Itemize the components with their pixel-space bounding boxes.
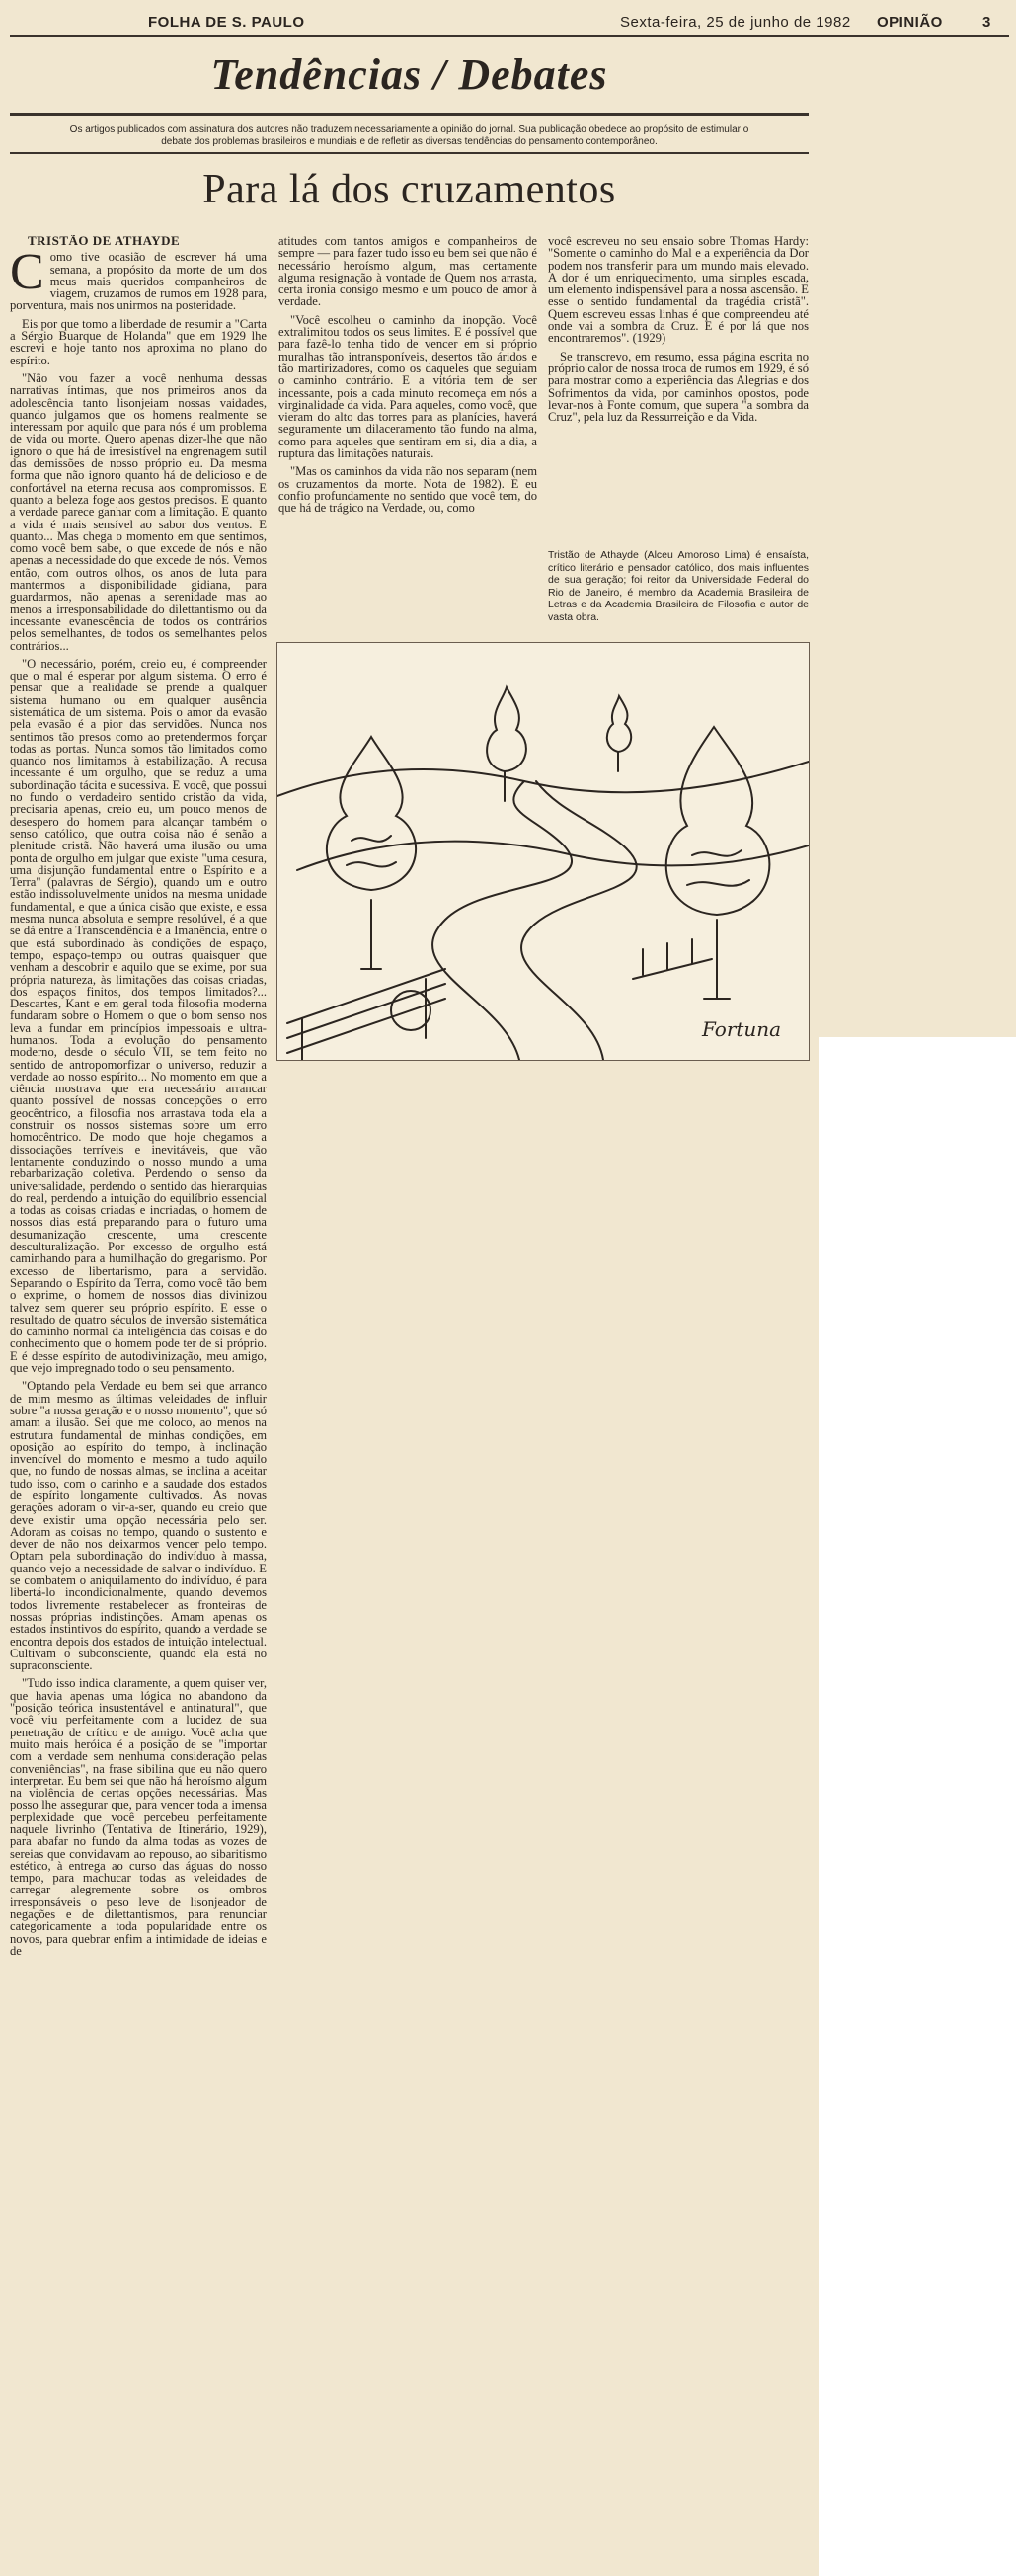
cartoon-illustration bbox=[276, 642, 810, 1061]
horizon-line bbox=[277, 762, 809, 796]
tree-far-crown bbox=[607, 696, 631, 752]
disclaimer-rule bbox=[10, 152, 809, 154]
article-paragraph: "O necessário, porém, creio eu, é compreender que o mal é esperar por algum sistema. O erro é pensar que a realidade se prende a qualquer sistema humano ou em qualquer ausência sistemática de um sistema. Pois o amor da evasão pela evasão é a pior das servidões. Nunca nos sentimos tão presos como ao pretendermos forçar todas as portas. Nunca somos tão limitados como quando nos limitamos à estabilização. A recusa incessante é um orgulho, que se reduz a uma subordinação tácita e sucessiva. E você, que possui no fundo o verdadeiro sentido cristão da vida, precisaria apenas, creio eu, um pouco menos de desespero do homem para alcançar também o senso católico, que outra coisa não é senão a plenitude cristã. Não haverá uma ilusão ou uma ponta de orgulho em julgar que existe "uma cesura, uma disjunção fundamental entre o Espírito e a Terra" (palavras de Sérgio), quando um e outro estão indissoluvelmente unidos na mesma unidade fundamental, e que a única cisão que existe, e essa mesma nunca absoluta e sempre resolúvel, é a que se dá entre a Transcendência e a Imanência, entre o que está subordinado às condições de espaço, tempo, espaço-tempo ou outras quaisquer que venham a descobrir e aquilo que se exime, por sua própria natureza, às limitações das coisas criadas, dos espaços finitos, dos tempos limitados?... Descartes, Kant e em geral toda filosofia moderna fundaram sobre o Homem o que o bom senso nos leva a fundar em princípios impessoais e ultra-humanos. Toda a evolução do pensamento moderno, desde o século VII, se tem feito no sentido de antropomorfizar o universo, reduzir a verdade ao nosso espírito... No momento em que a ciência mostrava que era necessário arrancar quanto possível de nossas concepções o erro geocêntrico, a filosofia nos arrastava toda ela a construir os nossos sistemas sobre um erro homocêntrico. De modo que hoje chegamos a dissociações terríveis e inevitáveis, que vão lentamente conduzindo o nosso mundo a uma rebarbarização coletiva. Perdendo o senso da universalidade, perdendo o sentido das hierarquias do real, perdendo a intuição do equilíbrio essencial a todas as coisas criadas e incriadas, o homem de nossos dias está preparando para o futuro uma desumanização crescente, uma crescente desculturalização. Por excesso de orgulho está caminhando para a humilhação do gregarismo. Por excesso de libertarismo, para a servidão. Separando o Espírito da Terra, como você tão bem o exprime, o homem de nossos dias divinizou talvez sem querer seu próprio espírito. E esse o resultado de quatro séculos de inversão sistemática do caminho normal da inteligência das coisas e do conhecimento que o homem pode ter de si próprio. E é desse espírito de autodivinização, meu amigo, que vejo impregnado todo o seu pensamento. bbox=[10, 656, 267, 1376]
author-bio: Tristão de Athayde (Alceu Amoroso Lima) é ensaísta, crítico literário e pensador católico, dos mais influentes de sua geração; foi reitor da Universidade Federal do Rio de Janeiro, é membro da Academia Brasileira de Letras e da Academia Brasileira de Filosofia e autor de vasta obra. bbox=[548, 549, 809, 623]
article-paragraph: "Mas os caminhos da vida não nos separam (nem os cruzamentos da morte. Nota de 1982). E eu confio profundamente no sentido que você tem, do que há de trágico na Verdade, ou, como bbox=[278, 464, 537, 516]
article-paragraph: "Tudo isso indica claramente, a quem quiser ver, que havia apenas uma lógica no abandono da "posição teórica insustentável e antinatural", que você viu perfeitamente com a lucidez de sua penetração de crítico e de amigo. Você acha que muito mais heróica é a posição de se "importar com a verdade sem nenhuma consideração pelas conveniências", na frase sibilina que eu não quero interpretar. Eu bem sei que não há heroísmo algum na violência de certas opções necessárias. Mas posso lhe assegurar que, para vencer toda a imensa perplexidade que você percebeu perfeitamente naquele livrinho (Tentativa de Itinerário, 1929), para abafar no fundo da alma todas as vozes de sereias que convidavam ao repouso, ao sibaritismo estético, à entrega ao curso das águas do nosso tempo, para machucar todas as veleidades de carregar alegremente sobre os ombros irresponsáveis o peso leve de lisonjeador de negações e de dilettantismos, para renunciar categoricamente a toda popularidade entre os novos, para quebrar enfim a intimidade de ideias e de bbox=[10, 1676, 267, 1958]
article-paragraph: "Optando pela Verdade eu bem sei que arranco de mim mesmo as últimas veleidades de influir sobre "a nossa geração e o nosso momento", que só amam a ilusão. Sei que me coloco, ao menos na estrutura fundamental de minhas condições, em oposição ao espírito do tempo, à inclinação invencível do momento e mesmo a tudo aquilo que, no fundo de nossas almas, se inclina a aceitar tudo isso, com o carinho e a saudade dos estados de espírito longamente cultivados. As novas gerações adoram o vir-a-ser, quando eu creio que deve existir uma opção necessária pelo ser. Adoram as coisas no tempo, quando o sustento e dever de não nos deixarmos vencer pelo tempo. Optam pela subordinação do indivíduo à massa, quando vejo a necessidade de salvar o indivíduo. E se combatem o aniquilamento do indivíduo, é para libertá-lo incondicionalmente, quando devemos todos livremente restabelecer as fronteiras de nossas próprias indistinções. Amam apenas os estados instintivos do espírito, quando a verdade se encontra depois dos estados de intuição intelectual. Cultivam o subconsciente, quando ela está no supraconsciente. bbox=[10, 1379, 267, 1673]
fence bbox=[633, 939, 712, 979]
header-rule bbox=[10, 35, 1009, 37]
article-paragraph: atitudes com tantos amigos e companheiros de sempre — para fazer tudo isso eu bem sei que não é necessário heroísmo algum, mas certamente alguma resignação à vontade de Quem nos arrasta, certa ironia consigo mesmo e um pouco de amor à verdade. bbox=[278, 235, 537, 309]
article-lead bbox=[10, 244, 267, 313]
article-headline: Para lá dos cruzamentos bbox=[202, 167, 616, 212]
article-paragraph: "Não vou fazer a você nenhuma dessas narrativas íntimas, que nos primeiros anos da adolescência tanto lisonjeiam nossas vaidades, quando julgamos que os homens realmente se interessam por aquilo que para nós é um problema de vida ou morte. Quero apenas dizer-lhe que não ignoro o que há de irresistível na engrenagem sutil das demissões de nosso próprio eu. Da mesma forma que não ignoro quanto há de delicioso e de confortável na eterna recusa aos compromissos. E quanto a beleza foge aos gestos precisos. E quanto a verdade parece ganhar com a limitação. E quanto a vida é mais sensível ao sabor dos ventos. E quanto... Mas chega o momento em que sentimos, como você bem sabe, o que excede de nós e não apenas a necessidade do que excede de nós. Vemos então, com outros olhos, os anos de luta para mantermos a disponibilidade gidiana, para guardarmos, não apenas a serenidade mas ao menos a irresponsabilidade do dilettantismo ou da incessante evanescência de todos os contrários pelos semelhantes, de todos os semelhantes pelos contrários... bbox=[10, 370, 267, 653]
road-right-edge bbox=[521, 781, 637, 1060]
road-left-edge bbox=[432, 781, 572, 1060]
article-column-2 bbox=[278, 235, 537, 635]
article-column-1 bbox=[10, 235, 267, 2568]
drop-cap: C bbox=[10, 244, 44, 301]
barrier-stripes bbox=[287, 969, 445, 1053]
section-title: Tendências / Debates bbox=[210, 50, 608, 99]
section-name: OPINIÃO bbox=[877, 14, 943, 31]
title-rule bbox=[10, 113, 809, 116]
page-number: 3 bbox=[982, 14, 991, 31]
lead-text: omo tive ocasião de escrever há uma semana, a propósito da morte de um dos meus mais queridos companheiros de viagem, cruzamos de rumos em 1928 para, porventura, mais nos unirmos na posteridade. bbox=[10, 250, 267, 313]
tree-left-trunk bbox=[361, 900, 381, 969]
article-paragraph: Eis por que tomo a liberdade de resumir a "Carta a Sérgio Buarque de Holanda" que em 1929 lhe escrevi e hoje tanto nos aproxima no plano do espírito. bbox=[10, 316, 267, 367]
newspaper-page-extension bbox=[819, 0, 1016, 1037]
artist-signature: Fortuna bbox=[702, 1017, 782, 1041]
issue-date: Sexta-feira, 25 de junho de 1982 bbox=[620, 14, 851, 31]
article-paragraph: Se transcrevo, em resumo, essa página escrita no próprio calor de nossa troca de rumos em 1929, é só para mostrar como a experiência das Alegrias e dos Sofrimentos da vida, por caminhos opostos, pode levar-nos à Fonte comum, que supera "a sombra da Cruz", pela luz da Ressurreição e da Vida. bbox=[548, 349, 809, 425]
editorial-disclaimer: Os artigos publicados com assinatura dos autores não traduzem necessariamente a opinião do jornal. Sua publicação obedece ao propósito de estimular o debate dos problemas brasileiros e mundiais e de refletir as diversas tendências do pensamento contemporâneo. bbox=[69, 124, 749, 147]
tree-mid-crown bbox=[487, 687, 526, 771]
article-column-3 bbox=[548, 235, 809, 543]
newspaper-name: FOLHA DE S. PAULO bbox=[148, 14, 305, 31]
tree-right-crown bbox=[666, 727, 770, 915]
tree-right-detail bbox=[687, 850, 749, 886]
tree-left-crown bbox=[327, 737, 416, 890]
article-paragraph: "Você escolheu o caminho da inopção. Você extralimitou todos os seus limites. E é possível que para fazê-lo tenha tido de vencer em si próprio muralhas tão intransponíveis, desertos tão áridos e tão martirizadores, como os daqueles que seguiam o caminho contrário. E a vitória tem de ser incessante, pois a cada minuto recomeça em nós a virginalidade da vida. Para aqueles, como você, que vieram do alto das torres para as planícies, haverá seguramente um dilaceramento tão fundo na alma, como para aqueles que sentiram em si, dia a dia, a ruptura das limitações naturais. bbox=[278, 312, 537, 461]
author-byline: TRISTÃO DE ATHAYDE bbox=[28, 235, 181, 248]
article-paragraph: você escreveu no seu ensaio sobre Thomas Hardy: "Somente o caminho do Mal e a experiência da Dor podem nos transferir para um mundo mais elevado. A dor é um enriquecimento, uma simples escada, um elemento indispensável para a nossa ascensão. E esse o sentido fundamental da tragédia cristã". Quem escreveu essas linhas é que compreendeu até onde vai a sombra da Cruz. E é por lá que nos encontraremos". (1929) bbox=[548, 235, 809, 346]
tree-left-detail bbox=[347, 836, 396, 867]
cartoon-drawing bbox=[277, 643, 809, 1060]
